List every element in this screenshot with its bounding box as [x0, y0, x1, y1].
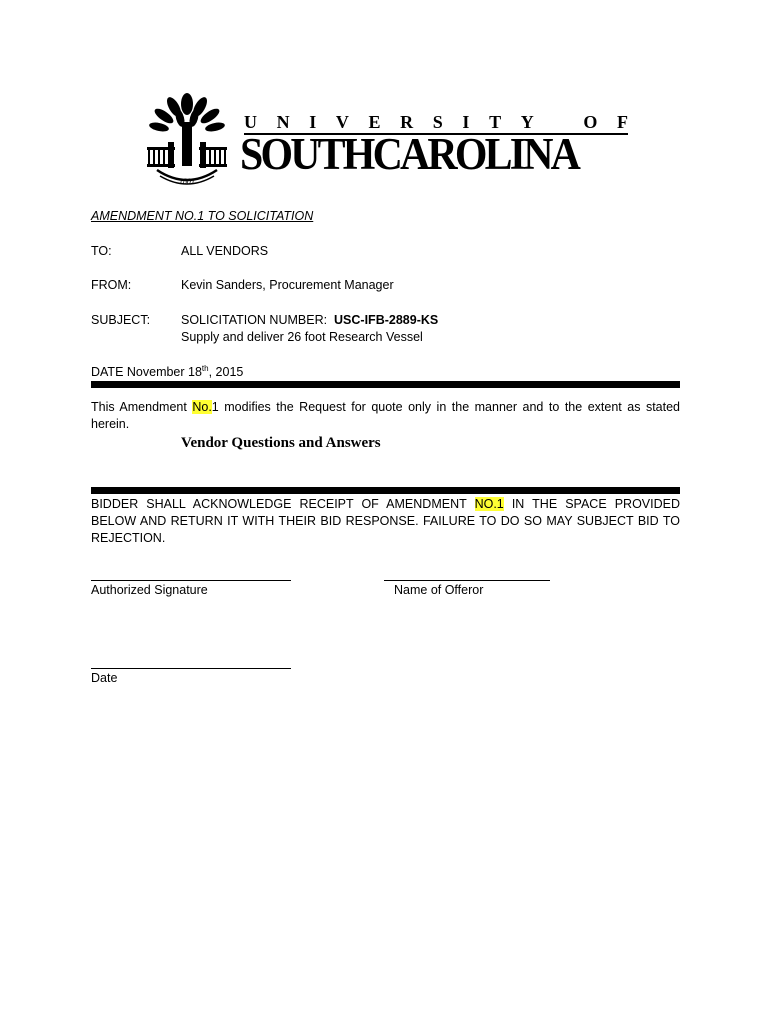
logo-letter: E: [368, 112, 381, 132]
offeror-name-label: Name of Offeror: [394, 583, 484, 597]
logo-letter: N: [276, 112, 290, 132]
logo-letter: S: [432, 112, 443, 132]
ack-highlight: NO.1: [474, 497, 504, 511]
from-value: Kevin Sanders, Procurement Manager: [181, 278, 394, 292]
amendment-paragraph: [91, 399, 680, 433]
ack-pre: BIDDER SHALL ACKNOWLEDGE RECEIPT OF AMENDMENT: [91, 497, 467, 511]
amendment-title: AMENDMENT NO.1 TO SOLICITATION: [91, 209, 314, 223]
logo-letter: R: [400, 112, 414, 132]
authorized-signature-label: Authorized Signature: [91, 583, 208, 597]
section-heading: Vendor Questions and Answers: [181, 435, 381, 451]
palmetto-tree-logo-icon: [142, 92, 232, 190]
subject-prefix: SOLICITATION NUMBER:: [181, 313, 328, 327]
to-value: ALL VENDORS: [181, 244, 269, 258]
acknowledge-paragraph: [91, 496, 680, 547]
date-signature-label: Date: [91, 671, 118, 685]
divider-bar-bottom: [91, 487, 680, 494]
seal-year: 1801: [179, 177, 195, 186]
subject-line-2: Supply and deliver 26 foot Research Vessel: [181, 330, 423, 344]
subject-line-1: [181, 312, 438, 329]
logo-letter: U: [244, 112, 257, 132]
amend-post: 1 modifies the Request for quote only in the manner and to the extent as stated herein.: [91, 400, 680, 431]
south-carolina-wordmark: SOUTHCAROLINA: [240, 129, 579, 179]
logo-letter: O: [583, 112, 598, 132]
ack-post: IN THE SPACE PROVIDED BELOW AND RETURN IT WITH THEIR BID RESPONSE. FAILURE TO DO SO MAY SUBJECT BID TO REJECTION.: [91, 497, 680, 545]
date-suffix: , 2015: [208, 365, 244, 379]
logo-letter: I: [309, 112, 317, 132]
date-line: [91, 364, 243, 381]
solicitation-number: USC-IFB-2889-KS: [334, 313, 439, 327]
subject-label: SUBJECT:: [91, 313, 151, 327]
amend-pre: This Amendment: [91, 400, 187, 414]
logo-letter: T: [489, 112, 502, 132]
divider-bar-top: [91, 381, 680, 388]
logo-letter: V: [335, 112, 349, 132]
date-prefix: DATE November 18: [91, 365, 202, 379]
to-label: TO:: [91, 244, 112, 258]
logo-letter: I: [462, 112, 470, 132]
logo-letter: F: [616, 112, 628, 132]
date-sup: th: [201, 363, 209, 373]
offeror-name-line[interactable]: [384, 580, 550, 581]
logo-letter: Y: [520, 112, 534, 132]
date-signature-line[interactable]: [91, 668, 291, 669]
authorized-signature-line[interactable]: [91, 580, 291, 581]
from-label: FROM:: [91, 278, 132, 292]
amend-highlight: No.: [192, 400, 212, 414]
